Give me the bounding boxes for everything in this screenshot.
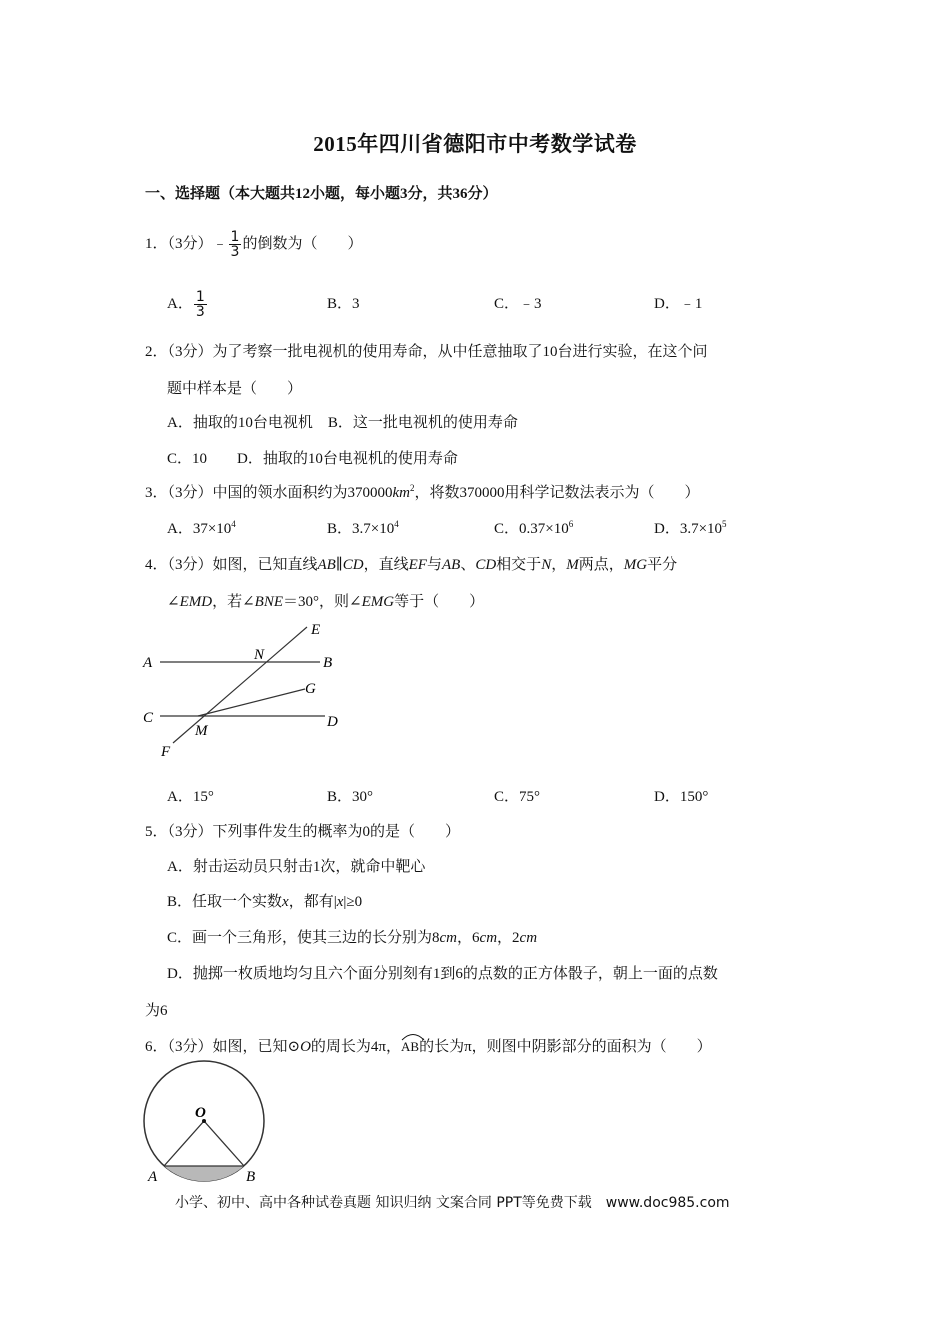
q4-text: ＝30°，则∠: [283, 594, 362, 610]
q3-option-a: [167, 517, 236, 538]
label-b: B: [246, 1169, 256, 1185]
radius-ob: [204, 1121, 244, 1166]
q4-text: ∠: [167, 594, 180, 610]
q2-options-cd: C．10 D．抽取的10台电视机的使用寿命: [167, 451, 458, 467]
q4-option-d: D．150°: [654, 789, 709, 805]
q1-frac-den: 3: [230, 244, 240, 260]
question-1: [145, 230, 362, 259]
q3-stem-a: 3．（3分）中国的领水面积约为370000: [145, 485, 393, 501]
q6-text: 的长为π，则图中阴影部分的面积为（ ）: [419, 1039, 712, 1055]
radius-oa: [164, 1121, 204, 1166]
line-ef: [173, 627, 307, 743]
q5-var-x: x: [336, 894, 344, 910]
label-g: G: [305, 681, 316, 697]
label-o: O: [195, 1105, 206, 1121]
q3-option-a-exp: 4: [231, 519, 236, 529]
line-mg: [198, 689, 305, 716]
q4-point-m: M: [566, 557, 579, 573]
question-4-line-1: [145, 553, 677, 574]
q1-option-a-label: A．: [167, 295, 193, 312]
q4-text: 、: [460, 557, 476, 573]
q4-text: 平分: [647, 557, 678, 573]
q5-text: ，都有|: [288, 894, 337, 910]
q3-option-b-exp: 4: [394, 519, 399, 529]
q4-angle-emd: EMD: [179, 594, 213, 610]
section-heading: 一、选择题（本大题共12小题，每小题3分，共36分）: [145, 186, 498, 202]
label-a: A: [148, 1169, 158, 1185]
q5-unit-cm: cm: [439, 930, 458, 946]
shaded-segment: [164, 1166, 244, 1181]
q1-option-a: [167, 290, 208, 319]
q6-text: 的周长为4π，: [310, 1039, 401, 1055]
q3-option-b-text: B．3.7×10: [327, 521, 395, 537]
q5-text: B．任取一个实数: [167, 894, 283, 910]
q1-option-a-num: 1: [195, 289, 205, 305]
label-b: B: [323, 655, 333, 671]
q6-arc-label: AB: [401, 1039, 420, 1054]
arc-symbol-icon: [400, 1031, 426, 1041]
question-2-line-2: 题中样本是（ ）: [167, 381, 303, 397]
q4-point-n: N: [541, 557, 552, 573]
q5-unit-cm: cm: [519, 930, 538, 946]
q4-text: 相交于: [496, 557, 542, 573]
q3-option-d-exp: 5: [722, 519, 727, 529]
q4-line-ab: AB: [317, 557, 336, 573]
q1-stem-suffix: 的倒数为（ ）: [242, 235, 363, 252]
q4-angle-emg: EMG: [361, 594, 395, 610]
q3-option-a-text: A．37×10: [167, 521, 232, 537]
question-5: 5．（3分）下列事件发生的概率为0的是（ ）: [145, 824, 461, 840]
question-3: [145, 481, 700, 502]
q4-line-mg: MG: [623, 557, 648, 573]
q5-text: ，2: [497, 930, 520, 946]
q4-text: ，若∠: [212, 594, 255, 610]
q4-text: 两点，: [578, 557, 624, 573]
question-6: [145, 1033, 712, 1056]
q4-line-cd: CD: [475, 557, 497, 573]
q3-option-b: [327, 517, 399, 538]
q6-figure: [138, 1060, 273, 1190]
q4-text: ，直线: [363, 557, 409, 573]
label-d: D: [327, 714, 338, 730]
q2-options-ab: A．抽取的10台电视机 B．这一批电视机的使用寿命: [167, 415, 518, 431]
q3-option-d: [654, 517, 727, 538]
q5-option-d-line-1: D．抛掷一枚质地均匀且六个面分别刻有1到6的点数的正方体骰子，朝上一面的点数: [167, 966, 718, 982]
q3-option-c: [494, 517, 573, 538]
q5-option-d-line-2: 为6: [145, 1003, 168, 1019]
q4-text: ，: [551, 557, 567, 573]
q5-var-x: x: [282, 894, 289, 910]
q4-option-b: B．30°: [327, 789, 374, 805]
q6-text: 6．（3分）如图，已知⊙: [145, 1039, 301, 1055]
q1-option-d: D．﹣1: [654, 296, 703, 312]
q1-option-b: B．3: [327, 296, 360, 312]
q1-option-a-den: 3: [195, 304, 205, 320]
page-title: 2015年四川省德阳市中考数学试卷: [313, 132, 637, 156]
q1-frac-num: 1: [230, 229, 240, 245]
q3-option-c-text: C．0.37×10: [494, 521, 569, 537]
label-m: M: [195, 723, 208, 739]
q1-option-a-fraction: [194, 290, 207, 319]
q3-option-d-text: D．3.7×10: [654, 521, 723, 537]
label-n: N: [254, 647, 265, 663]
label-a: A: [143, 655, 153, 671]
q4-option-a: A．15°: [167, 789, 214, 805]
question-2-line-1: 2．（3分）为了考察一批电视机的使用寿命，从中任意抽取了10台进行实验，在这个问: [145, 344, 708, 360]
question-4-line-2: [167, 590, 484, 611]
label-f: F: [161, 744, 171, 760]
q5-option-b: [167, 890, 362, 911]
q6-circle-o: O: [300, 1039, 311, 1055]
q4-text: 等于（ ）: [394, 594, 485, 610]
q4-line-cd: CD: [342, 557, 364, 573]
q4-text: 与: [426, 557, 442, 573]
q1-option-c: C．﹣3: [494, 296, 542, 312]
q5-text: |≥0: [343, 894, 363, 910]
q3-unit-exp: 2: [410, 483, 415, 493]
q4-text: 4．（3分）如图，已知直线: [145, 557, 318, 573]
footer-watermark: 小学、初中、高中各种试卷真题 知识归纳 文案合同 PPT等免费下载 www.doc985.com: [175, 1195, 730, 1211]
q5-unit-cm: cm: [479, 930, 498, 946]
q4-line-ef: EF: [408, 557, 427, 573]
q5-option-c: [167, 926, 537, 947]
q3-unit: km: [392, 485, 411, 501]
q4-angle-bne: BNE: [254, 594, 283, 610]
q1-stem-prefix: 1．（3分）﹣: [145, 235, 228, 252]
q5-option-a: A．射击运动员只射击1次，就命中靶心: [167, 859, 426, 875]
q5-text: ，6: [457, 930, 480, 946]
q4-option-c: C．75°: [494, 789, 541, 805]
q6-arc-ab: [401, 1033, 419, 1055]
q3-stem-b: ，将数370000用科学记数法表示为（ ）: [414, 485, 700, 501]
q4-text: ∥: [335, 557, 343, 573]
label-c: C: [143, 710, 154, 726]
q4-line-ab: AB: [441, 557, 461, 573]
label-e: E: [311, 622, 321, 638]
q1-fraction: [229, 230, 242, 259]
q4-figure: [135, 615, 355, 765]
q5-text: C．画一个三角形，使其三边的长分别为8: [167, 930, 440, 946]
q3-option-c-exp: 6: [568, 519, 574, 529]
